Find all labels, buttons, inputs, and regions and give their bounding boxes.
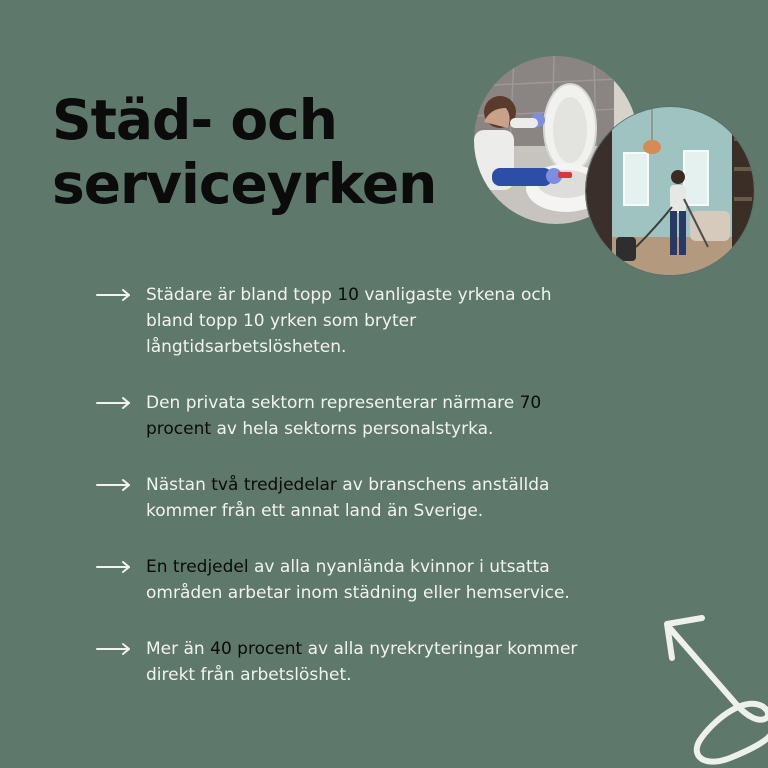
fact-text: vanligaste yrkena och [358,285,552,305]
fact-text-line [146,554,656,580]
fact-text: av hela sektorns personalstyrka. [211,419,494,439]
arrow-right-icon [96,642,132,656]
fact-text-line [146,416,656,442]
fact-item [96,282,656,360]
fact-text-line [146,282,656,308]
curly-arrow-icon [650,612,768,768]
fact-item [96,554,656,606]
fact-text: bland topp 10 yrken som bryter [146,311,417,331]
highlighted-text: 40 procent [210,639,303,659]
fact-text: kommer från ett annat land än Sverige. [146,501,484,521]
highlighted-text: två tredjedelar [211,475,337,495]
highlighted-text: 10 [337,285,359,305]
page-title [52,88,436,216]
fact-text-line [146,498,656,524]
fact-text: av branschens anställda [336,475,550,495]
fact-text-line [146,334,656,360]
fact-text: långtidsarbetslösheten. [146,337,347,357]
fact-text: av alla nyrekryteringar kommer [302,639,578,659]
highlighted-text: 70 [519,393,542,413]
arrow-right-icon [96,288,132,302]
fact-text: direkt från arbetslöshet. [146,665,352,685]
arrow-right-icon [96,560,132,574]
fact-item [96,390,656,442]
fact-text-line [146,662,656,688]
fact-text: Städare är bland topp [146,285,338,305]
person-vacuuming-room-photo [585,106,755,276]
highlighted-text: En tredjedel [146,557,249,577]
facts-list [96,282,656,688]
highlighted-text: procent [146,419,212,439]
fact-text-line [146,390,656,416]
fact-text-line [146,580,656,606]
fact-item [96,636,656,688]
fact-text-line [146,308,656,334]
fact-text-line [146,472,656,498]
fact-text: Nästan [146,475,212,495]
fact-text-line [146,636,656,662]
fact-text: Den privata sektorn representerar närmare [146,393,520,413]
fact-text: av alla nyanlända kvinnor i utsatta [248,557,550,577]
title-line-1: Städ- och [52,88,337,152]
fact-item [96,472,656,524]
arrow-right-icon [96,478,132,492]
title-line-2: serviceyrken [52,152,437,216]
fact-text: Mer än [146,639,211,659]
arrow-right-icon [96,396,132,410]
fact-text: områden arbetar inom städning eller hemservice. [146,583,570,603]
